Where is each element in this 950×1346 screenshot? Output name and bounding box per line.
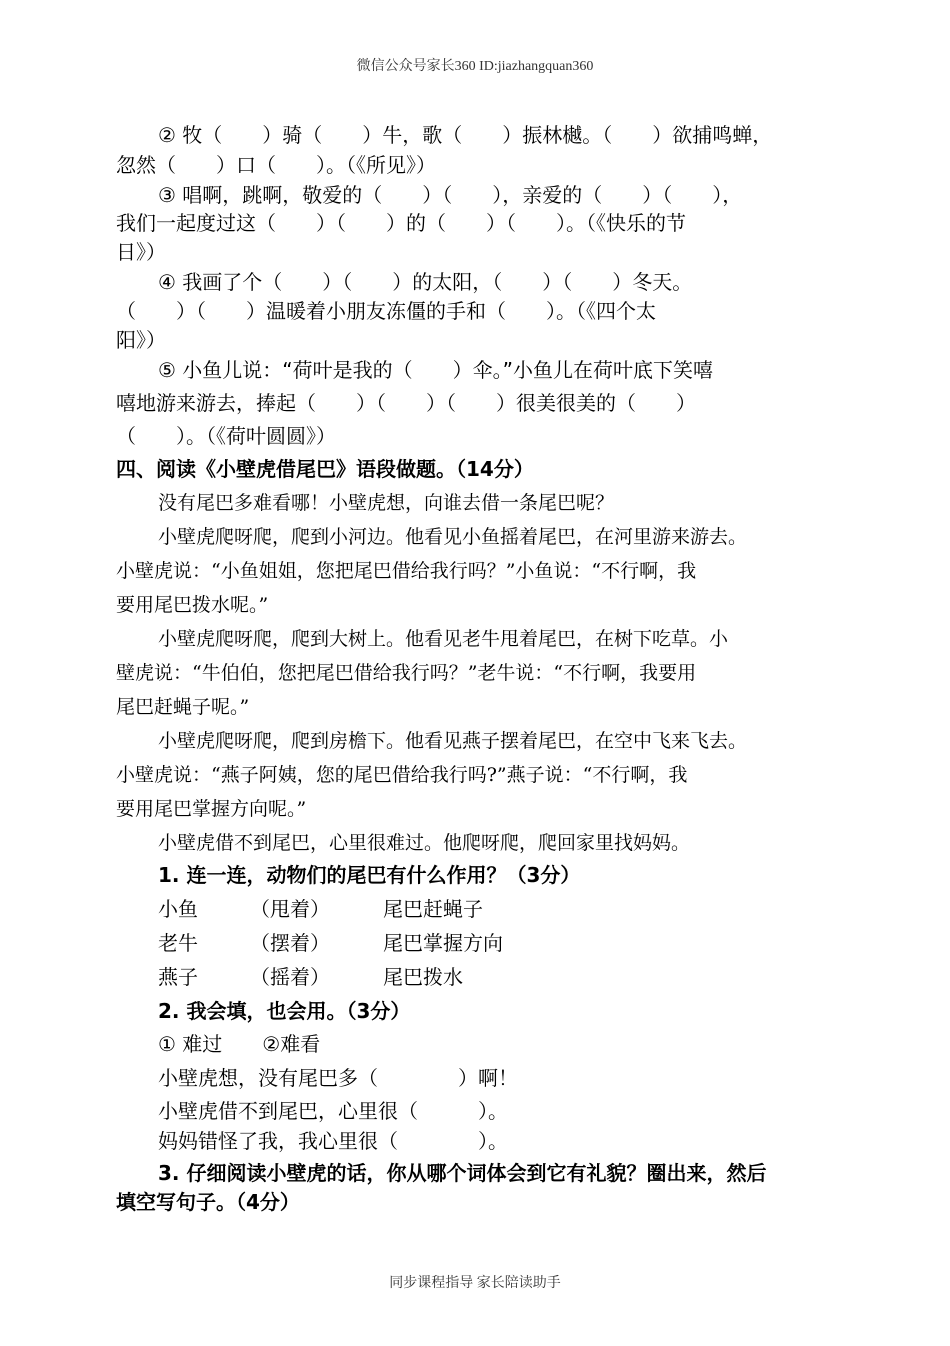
match-verb: （摇着）	[250, 965, 330, 989]
passage-line: 没有尾巴多难看哪！小壁虎想，向谁去借一条尾巴呢？	[158, 492, 615, 514]
fill-in-3-line-3: 日》）	[116, 240, 166, 264]
passage-line: 小壁虎说：“小鱼姐姐，您把尾巴借给我行吗？”小鱼说：“不行啊，我	[116, 560, 697, 582]
passage-line: 小壁虎说：“燕子阿姨，您的尾巴借给我行吗?”燕子说：“不行啊，我	[116, 764, 688, 786]
passage-line: 要用尾巴掌握方向呢。”	[116, 798, 307, 820]
question-2-line: 小壁虎想，没有尾巴多（ ）啊！	[158, 1066, 518, 1090]
fill-in-4-line-3: 阳》）	[116, 328, 166, 352]
passage-line: 小壁虎爬呀爬，爬到小河边。他看见小鱼摇着尾巴，在河里游来游去。	[158, 526, 748, 548]
question-1-title: 1. 连一连，动物们的尾巴有什么作用？（3分）	[158, 863, 581, 887]
passage-line: 尾巴赶蝇子呢。”	[116, 696, 250, 718]
section-4-title: 四、阅读《小壁虎借尾巴》语段做题。（14分）	[116, 457, 534, 481]
passage-line: 要用尾巴拨水呢。”	[116, 594, 269, 616]
fill-in-3-line-2: 我们一起度过这（ ）（ ）的（ ）（ ）。（《快乐的节	[116, 211, 686, 235]
fill-in-4-line-2: （ ）（ ）温暖着小朋友冻僵的手和（ ）。（《四个太	[116, 299, 656, 323]
question-2-title: 2. 我会填，也会用。（3分）	[158, 999, 411, 1023]
page-header: 微信公众号家长360 ID:jiazhangquan360	[356, 59, 594, 74]
match-animal: 燕子	[158, 965, 198, 989]
question-3-title-line-1: 3. 仔细阅读小壁虎的话，你从哪个词体会到它有礼貌？圈出来，然后	[158, 1161, 767, 1185]
match-function: 尾巴赶蝇子	[383, 897, 483, 921]
question-2-line: 妈妈错怪了我，我心里很（ ）。	[158, 1129, 508, 1153]
question-2-line: 小壁虎借不到尾巴，心里很（ ）。	[158, 1099, 508, 1123]
match-verb: （摆着）	[250, 931, 330, 955]
match-animal: 老牛	[158, 931, 198, 955]
fill-in-5-line-1: ⑤ 小鱼儿说：“荷叶是我的（ ）伞。”小鱼儿在荷叶底下笑嘻	[158, 358, 714, 382]
fill-in-5-line-3: （ ）。（《荷叶圆圆》）	[116, 424, 336, 448]
match-animal: 小鱼	[158, 897, 198, 921]
match-verb: （甩着）	[250, 897, 330, 921]
fill-in-4-line-1: ④ 我画了个（ ）（ ）的太阳，（ ）（ ）冬天。	[158, 270, 693, 294]
passage-line: 小壁虎爬呀爬，爬到房檐下。他看见燕子摆着尾巴，在空中飞来飞去。	[158, 730, 748, 752]
fill-in-2-line-1: ② 牧（ ）骑（ ）牛，歌（ ）振林樾。（ ）欲捕鸣蝉，	[158, 123, 773, 147]
match-function: 尾巴掌握方向	[383, 931, 503, 955]
question-2-options: ① 难过 ②难看	[158, 1032, 321, 1056]
passage-line: 小壁虎爬呀爬，爬到大树上。他看见老牛甩着尾巴，在树下吃草。小	[158, 628, 729, 650]
passage-line: 壁虎说：“牛伯伯，您把尾巴借给我行吗？”老牛说：“不行啊，我要用	[116, 662, 697, 684]
fill-in-2-line-2: 忽然（ ）口（ ）。（《所见》）	[116, 153, 436, 177]
page-footer: 同步课程指导 家长陪读助手	[389, 1276, 561, 1291]
fill-in-3-line-1: ③ 唱啊，跳啊，敬爱的（ ）（ ），亲爱的（ ）（ ），	[158, 183, 743, 207]
passage-line: 小壁虎借不到尾巴，心里很难过。他爬呀爬，爬回家里找妈妈。	[158, 832, 691, 854]
fill-in-5-line-2: 嘻地游来游去，捧起（ ）（ ）（ ）很美很美的（ ）	[116, 391, 696, 415]
match-function: 尾巴拨水	[383, 965, 463, 989]
question-3-title-line-2: 填空写句子。（4分）	[116, 1190, 300, 1214]
